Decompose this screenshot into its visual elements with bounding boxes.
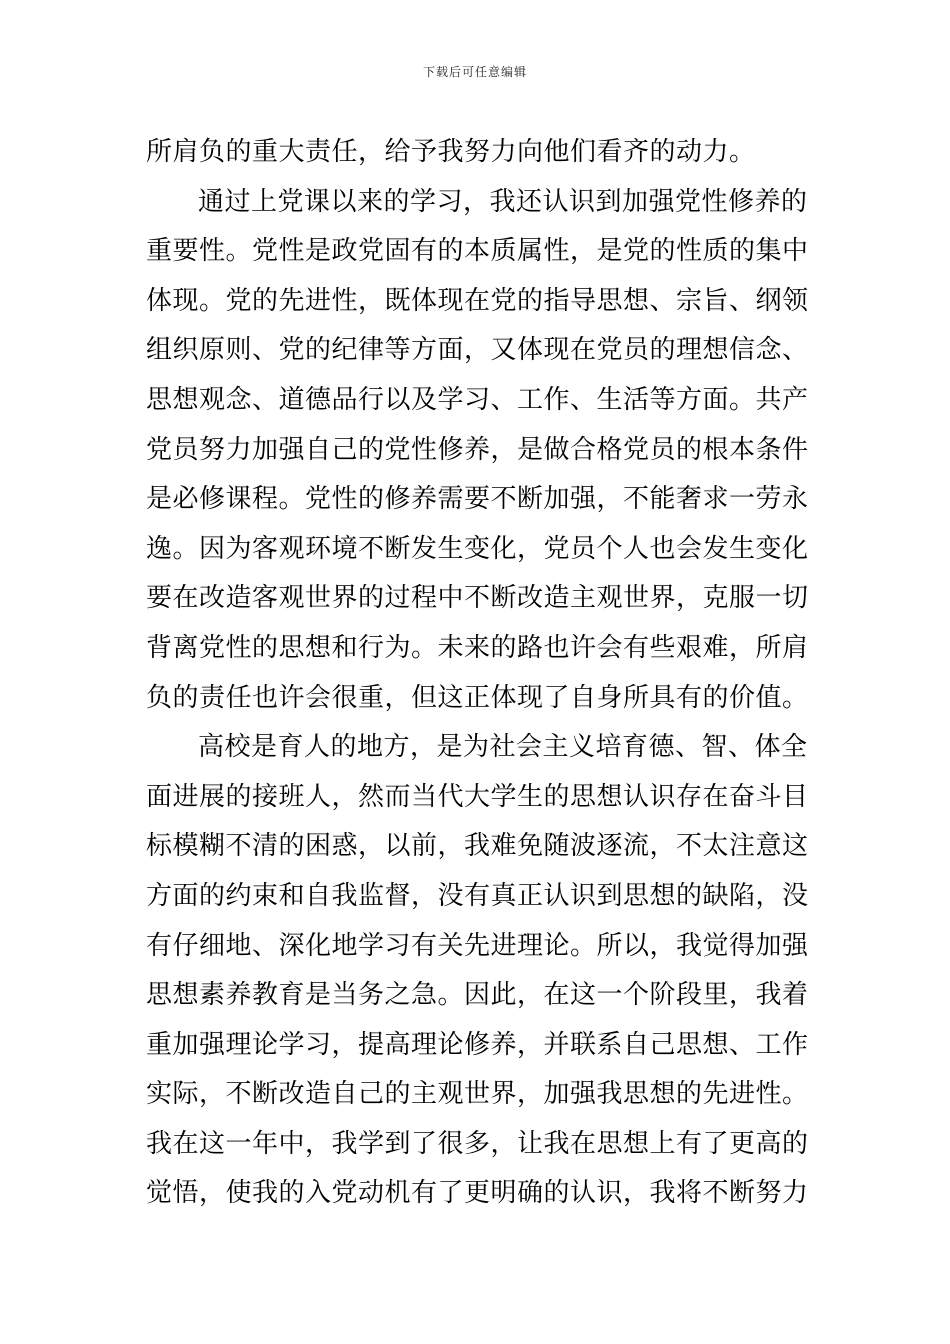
text-line: 通过上党课以来的学习，我还认识到加强党性修养的 (198, 186, 808, 217)
text-line: 组织原则、党的纪律等方面，又体现在党员的理想信念、 (146, 335, 809, 366)
page-header: 下载后可任意编辑 (422, 65, 527, 79)
document-body (146, 128, 812, 1219)
text-line: 党员努力加强自己的党性修养，是做合格党员的根本条件 (146, 434, 809, 465)
text-line: 体现。党的先进性，既体现在党的指导思想、宗旨、纲领 (146, 285, 809, 316)
text-line: 负的责任也许会很重，但这正体现了自身所具有的价值。 (146, 682, 809, 713)
text-line: 是必修课程。党性的修养需要不断加强，不能奢求一劳永 (146, 484, 809, 515)
text-line: 有仔细地、深化地学习有关先进理论。所以，我觉得加强 (146, 930, 809, 961)
text-line: 思想观念、道德品行以及学习、工作、生活等方面。共产 (146, 384, 809, 415)
text-line: 面进展的接班人，然而当代大学生的思想认识存在奋斗目 (146, 781, 809, 812)
text-line: 逸。因为客观环境不断发生变化，党员个人也会发生变化 (146, 533, 809, 564)
text-line: 要在改造客观世界的过程中不断改造主观世界，克服一切 (146, 583, 809, 614)
text-line: 所肩负的重大责任，给予我努力向他们看齐的动力。 (146, 137, 756, 167)
text-line: 高校是育人的地方，是为社会主义培育德、智、体全 (198, 732, 808, 763)
text-line: 标模糊不清的困惑，以前，我难免随波逐流，不太注意这 (146, 831, 809, 862)
text-line: 背离党性的思想和行为。未来的路也许会有些艰难，所肩 (146, 632, 809, 663)
text-line: 实际，不断改造自己的主观世界，加强我思想的先进性。 (146, 1079, 809, 1110)
text-line: 重要性。党性是政党固有的本质属性，是党的性质的集中 (146, 236, 809, 267)
text-line: 思想素养教育是当务之急。因此，在这一个阶段里，我着 (146, 980, 809, 1011)
text-line: 觉悟，使我的入党动机有了更明确的认识，我将不断努力 (146, 1178, 809, 1209)
text-line: 我在这一年中，我学到了很多，让我在思想上有了更高的 (146, 1128, 809, 1159)
text-line: 重加强理论学习，提高理论修养，并联系自己思想、工作 (146, 1029, 809, 1060)
text-line: 方面的约束和自我监督，没有真正认识到思想的缺陷，没 (146, 880, 809, 911)
